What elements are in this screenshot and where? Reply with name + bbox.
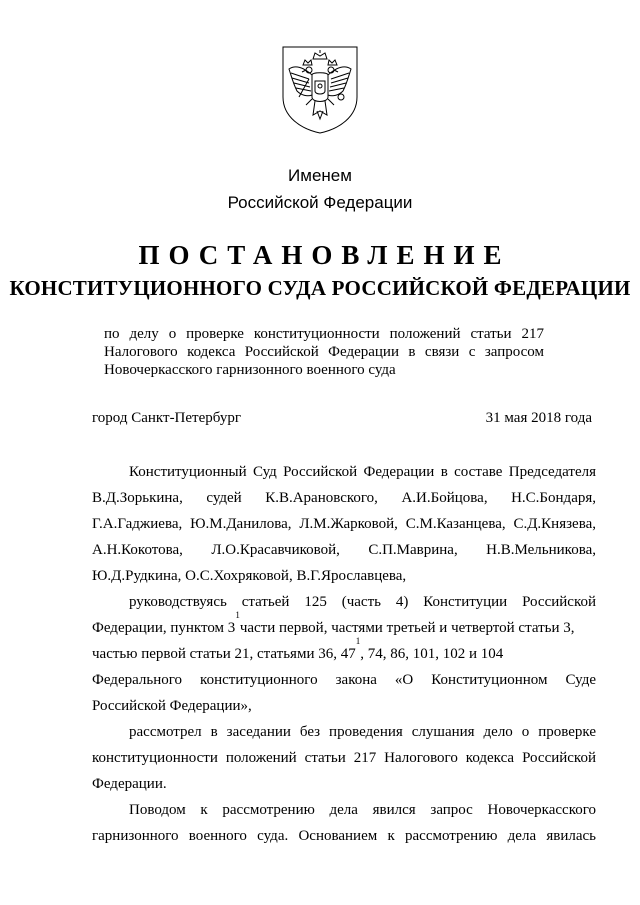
- body-text-span: Федерации, пунктом 3: [92, 620, 236, 636]
- date: 31 мая 2018 года: [485, 410, 592, 426]
- body-line: Г.А.Гаджиева, Ю.М.Данилова, Л.М.Жарковой, С.М.Казанцева, С.Д.Князева,: [92, 516, 596, 532]
- body-line: Российской Федерации»,: [92, 698, 252, 714]
- body-line: [92, 636, 596, 667]
- case-subject: [104, 325, 544, 379]
- body-line: Федерального конституционного закона «О Конституционном Суде: [92, 672, 596, 688]
- body-line: Поводом к рассмотрению дела явился запрос Новочеркасского: [129, 802, 596, 818]
- body-line: [92, 610, 596, 641]
- body-line: рассмотрел в заседании без проведения слушания дело о проверке: [129, 724, 596, 740]
- document-title: ПОСТАНОВЛЕНИЕ: [138, 240, 511, 270]
- body-line: руководствуясь статьей 125 (часть 4) Конституции Российской: [129, 594, 596, 610]
- body-line: конституционности положений статьи 217 Налогового кодекса Российской: [92, 750, 596, 766]
- coat-of-arms-emblem: [279, 45, 361, 135]
- place: город Санкт-Петербург: [92, 410, 241, 426]
- case-subject-line: Налогового кодекса Российской Федерации в связи с запросом: [104, 344, 544, 360]
- body-line: В.Д.Зорькина, судей К.В.Арановского, А.И.Бойцова, Н.С.Бондаря,: [92, 490, 596, 506]
- case-subject-line: Новочеркасского гарнизонного военного суда: [104, 362, 396, 378]
- body-line: А.Н.Кокотова, Л.О.Красавчиковой, С.П.Маврина, Н.В.Мельникова,: [92, 542, 596, 558]
- body-text-span: частью первой статьи 21, статьями 36, 47: [92, 646, 356, 662]
- document-body: [92, 459, 596, 849]
- body-line: Конституционный Суд Российской Федерации в составе Председателя: [129, 464, 596, 480]
- court-name: КОНСТИТУЦИОННОГО СУДА РОССИЙСКОЙ ФЕДЕРАЦИИ: [9, 276, 631, 300]
- superscript: 1: [355, 636, 361, 646]
- case-subject-line: по делу о проверке конституционности положений статьи 217: [104, 326, 544, 342]
- body-line: гарнизонного военного суда. Основанием к рассмотрению дела явилась: [92, 828, 596, 844]
- superscript: 1: [235, 610, 240, 620]
- heading-in-the-name-of: Именем: [288, 166, 352, 185]
- body-text-span: , 74, 86, 101, 102 и 104: [360, 646, 504, 662]
- heading-russian-federation: Российской Федерации: [227, 193, 413, 212]
- body-text-span: части первой, частями третьей и четвертой статьи 3,: [239, 620, 575, 636]
- body-line: Федерации.: [92, 776, 167, 792]
- body-line: Ю.Д.Рудкина, О.С.Хохряковой, В.Г.Ярославцева,: [92, 568, 407, 584]
